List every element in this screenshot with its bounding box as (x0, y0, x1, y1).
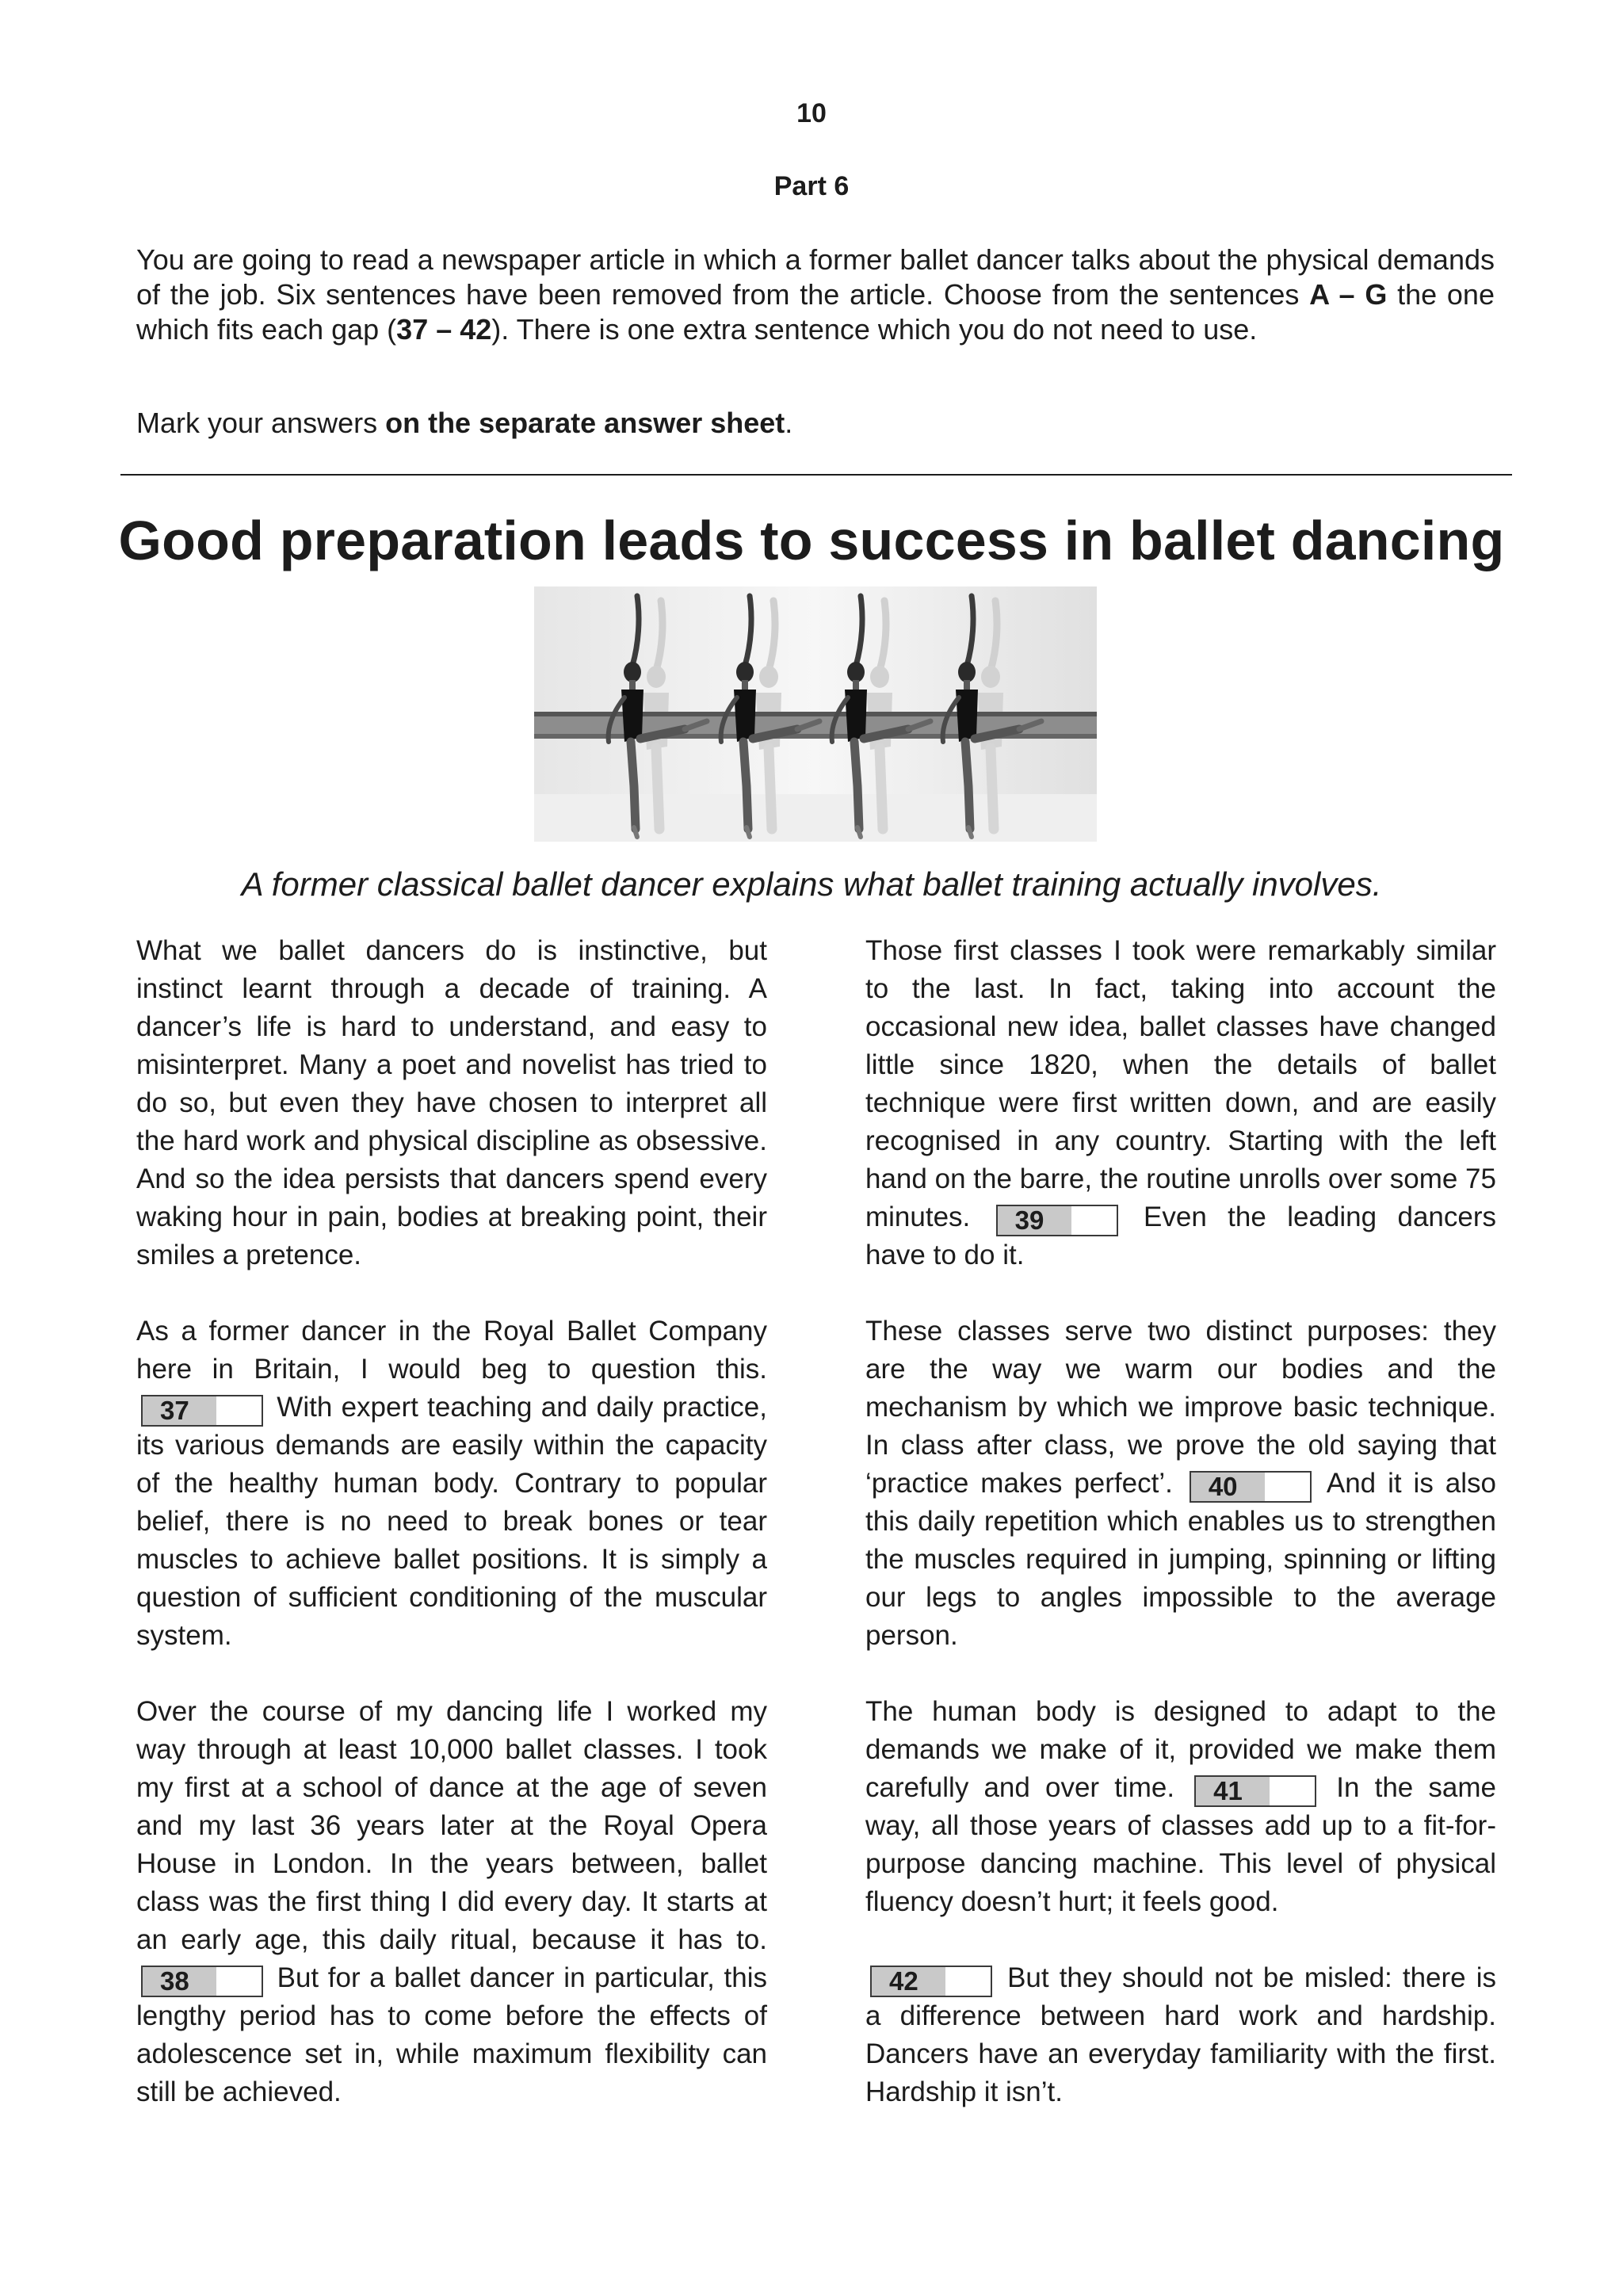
page-number: 10 (796, 98, 827, 128)
answer-instructions (136, 406, 1495, 441)
left-paragraph-1: What we ballet dancers do is instinctive, but instinct learnt through a decade of training. A dancer’s life is hard to understand, and easy to misinterpret. Many a poet and novelist has tried to do so, but even they have chosen to interpret all the hard work and physical discipline as obsessive. And so the idea persists that dancers spend every waking hour in pain, bodies at breaking point, their smiles a pretence. (136, 935, 767, 1270)
article-headline: Good preparation leads to success in ballet dancing (118, 510, 1505, 571)
left-paragraph-3 (136, 1693, 767, 2111)
right-paragraph-1 (865, 932, 1496, 1274)
instructions-text-1: You are going to read a newspaper article in which a former ballet dancer talks about the physical demands of the job. Six sentences have been removed from the article. Choose from the sentences (136, 243, 1495, 311)
right-paragraph-4 (865, 1959, 1496, 2111)
gap-40-box: 40 (1190, 1471, 1312, 1503)
article-column-right (865, 932, 1496, 2149)
answer-prefix: Mark your answers (136, 407, 386, 439)
article-column-left (136, 932, 767, 2149)
gap-37-box: 37 (141, 1395, 263, 1427)
instructions-text-3: ). There is one extra sentence which you do not need to use. (491, 313, 1258, 346)
instructions-gap-range: 37 – 42 (396, 313, 492, 346)
instructions-text-2: the one which fits each gap ( (136, 278, 1495, 346)
gap-41-box: 41 (1194, 1775, 1316, 1807)
right-p3-before: The human body is designed to adapt to the demands we make of it, provided we make them carefully and over time. (865, 1696, 1496, 1803)
part-title: Part 6 (773, 171, 850, 201)
right-p1-after: Even the leading dancers have to do it. (865, 1201, 1496, 1270)
instructions (136, 243, 1495, 347)
answer-bold: on the separate answer sheet (385, 407, 785, 439)
left-p2-after: With expert teaching and daily practice, its various demands are easily within the capacity of the healthy human body. Contrary to popular belief, there is no need to break bones or tear muscles to achieve ballet positions. It is simply a question of sufficient conditioning of the muscular system. (136, 1392, 767, 1651)
gap-39-box: 39 (996, 1205, 1118, 1236)
right-p1-before: Those first classes I took were remarkably similar to the last. In fact, taking into account the occasional new idea, ballet classes have changed little since 1820, when the details of ballet technique were first written down, and are easily recognised in any country. Starting with the left hand on the barre, the routine unrolls over some 75 minutes. (865, 935, 1496, 1232)
left-p3-before: Over the course of my dancing life I worked my way through at least 10,000 ballet classes. I took my first at a school of dance at the age of seven and my last 36 years later at the Royal Opera House in London. In the years between, ballet class was the first thing I did every day. It starts at an early age, this daily ritual, because it has to. (136, 1696, 767, 1955)
right-p2-before: These classes serve two distinct purposes: they are the way we warm our bodies and the mechanism by which we improve basic technique. In class after class, we prove the old saying that ‘practice makes perfect’. (865, 1316, 1496, 1499)
article-subheadline: A former classical ballet dancer explains what ballet training actually involves. (241, 865, 1382, 903)
left-p3-after: But for a ballet dancer in particular, this lengthy period has to come before the effects of adolescence set in, while maximum flexibility can still be achieved. (136, 1962, 767, 2107)
gap-42-box: 42 (870, 1966, 992, 1997)
ballet-dancers-photo (534, 586, 1097, 842)
horizontal-rule (120, 474, 1512, 476)
right-p4-after: But they should not be misled: there is a difference between hard work and hardship. Dancers have an everyday familiarity with the first. Hardship it isn’t. (865, 1962, 1496, 2107)
answer-suffix: . (785, 407, 793, 439)
right-paragraph-2 (865, 1312, 1496, 1655)
right-paragraph-3 (865, 1693, 1496, 1921)
right-p2-after: And it is also this daily repetition which enables us to strengthen the muscles required in jumping, spinning or lifting our legs to angles impossible to the average person. (865, 1468, 1496, 1651)
instructions-letters: A – G (1309, 278, 1388, 311)
left-paragraph-2 (136, 1312, 767, 1655)
right-p3-after: In the same way, all those years of classes add up to a fit-for-purpose dancing machine. This level of physical fluency doesn’t hurt; it feels good. (865, 1772, 1496, 1917)
gap-38-box: 38 (141, 1966, 263, 1997)
left-p2-before: As a former dancer in the Royal Ballet Company here in Britain, I would beg to question this. (136, 1316, 767, 1385)
